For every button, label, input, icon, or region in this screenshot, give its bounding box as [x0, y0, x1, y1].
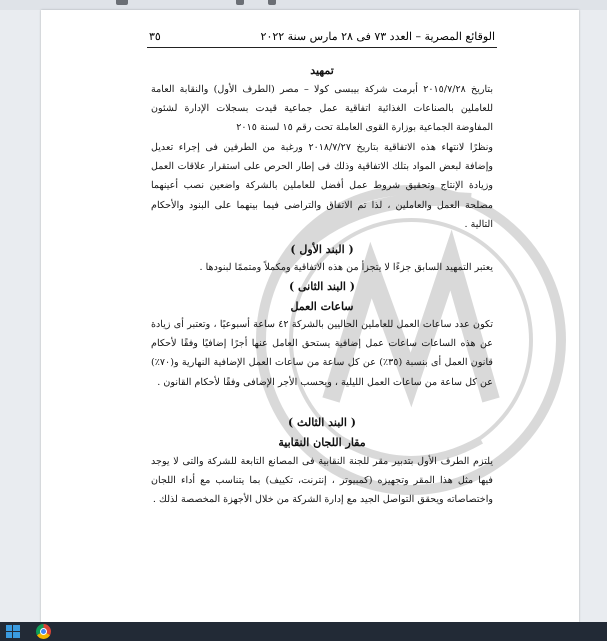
- viewer-toolbar-strip: [0, 0, 607, 10]
- clause-1-text: يعتبر التمهيد السابق جزءًا لا يتجزأ من هذه الاتفاقية ومكملاً ومتممًا لبنودها .: [199, 262, 493, 273]
- clause-1-paragraph: [151, 258, 493, 277]
- chrome-icon[interactable]: [36, 624, 51, 639]
- clause-1-heading: ( البند الأول ): [290, 243, 354, 256]
- clause-3-heading: ( البند الثالث ): [288, 416, 356, 429]
- toolbar-button-icon[interactable]: [116, 0, 128, 5]
- clause-2-text: تكون عدد ساعات العمل للعاملين الحاليين بالشركة ٤٢ ساعة أسبوعيًا ، وتعتبر أى زيادة عن هذه الساعات ساعات عمل إضافية يستحق العامل عنها أجرًا إضافيًا وفقًا لأحكام قانون العمل أى بنسبة (٣٥٪) عن كل ساعة من ساعات العمل الإضافية النهارية و(٧٠٪) عن كل ساعة من ساعات العمل الليلية ، ويحسب الأجر الإضافى وفقًا لأحكام القانون .: [151, 319, 493, 388]
- clause-2-subheading: ساعات العمل: [290, 300, 354, 313]
- toolbar-button-icon[interactable]: [236, 0, 244, 5]
- preamble-paragraph-1: [151, 80, 493, 138]
- clause-3-subheading: مقار اللجان النقابية: [278, 436, 366, 449]
- taskbar: [0, 622, 607, 641]
- header-title: الوقائع المصرية – العدد ٧٣ فى ٢٨ مارس سنة ٢٠٢٢: [260, 30, 495, 43]
- preamble-text-2: ونظرًا لانتهاء هذه الاتفاقية بتاريخ ٢٠١٨/٧/٢٧ ورغبة من الطرفين فى إجراء تعديل وإضافة لبعض المواد بتلك الاتفاقية وذلك فى إطار الحرص على استقرار علاقات العمل وزيادة الإنتاج وتحقيق شروط عمل أفضل للعاملين بالشركة واضعين نصب أعينهما مصلحة العمل والعاملين ، لذا تم الاتفاق والتراضى فيما بينهما على البنود والأحكام التالية .: [151, 142, 493, 230]
- document-page: [41, 10, 579, 622]
- preamble-paragraph-2: [151, 138, 493, 234]
- page-header: [147, 27, 497, 48]
- clause-3-text: يلتزم الطرف الأول بتدبير مقر للجنة النقابية فى المصانع التابعة للشركة والتى لا يوجد فيها مثل هذا المقر وتجهيزه (كمبيوتر ، إنترنت، تكييف) بما يتناسب مع أداء اللجان واختصاصاته ويحقق التواصل الجيد مع إدارة الشركة من خلال الأجهزة المخصصة لذلك .: [151, 456, 493, 506]
- clause-2-paragraph: [151, 315, 493, 392]
- preamble-heading: تمهيد: [310, 64, 334, 77]
- page-number: ٣٥: [149, 30, 161, 43]
- toolbar-button-icon[interactable]: [268, 0, 276, 5]
- preamble-text-1: بتاريخ ٢٠١٥/٧/٢٨ أبرمت شركة بيبسى كولا – مصر (الطرف الأول) والنقابة العامة للعاملين بالصناعات الغذائية اتفاقية عمل جماعية قيدت بسجلات الإدارة لشئون المفاوضة الجماعية بوزارة القوى العاملة تحت رقم ١٥ لسنة ٢٠١٥: [151, 84, 493, 134]
- clause-3-paragraph: [151, 452, 493, 510]
- clause-2-heading: ( البند الثانى ): [288, 280, 356, 293]
- windows-start-icon[interactable]: [6, 625, 20, 638]
